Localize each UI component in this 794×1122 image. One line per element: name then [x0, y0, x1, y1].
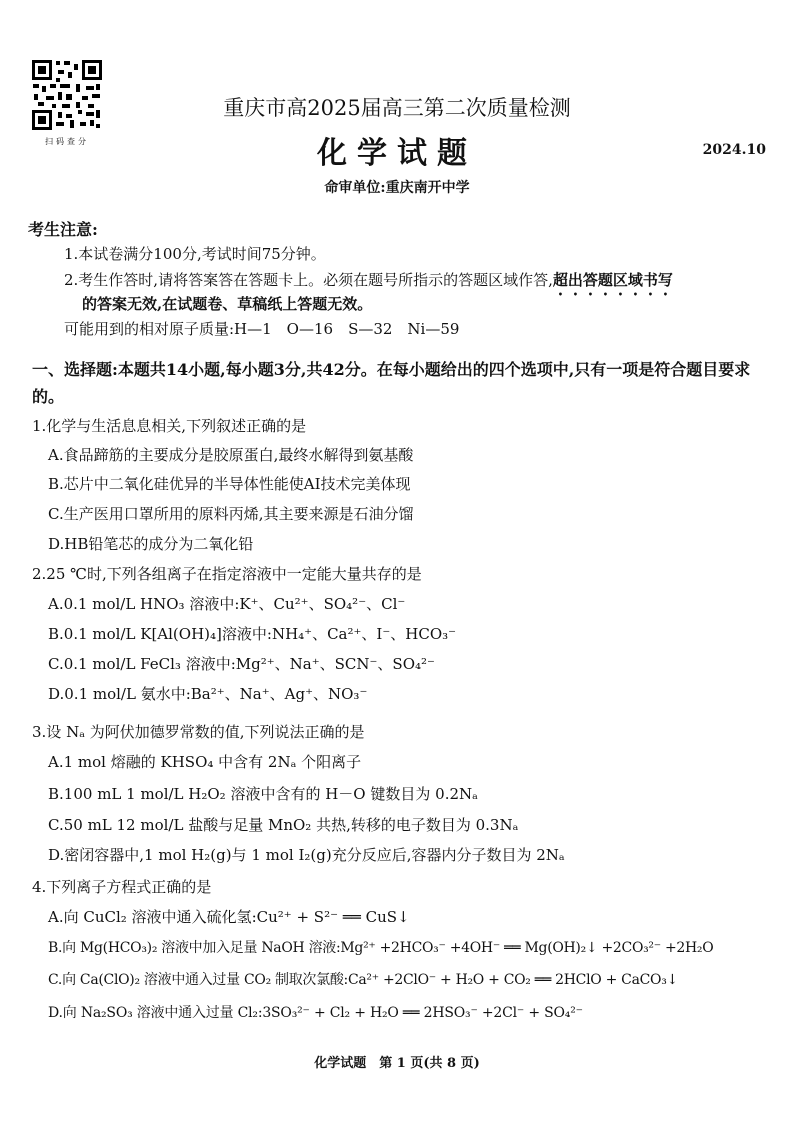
- notice-item-1: 1.本试卷满分100分,考试时间75分钟。: [64, 245, 326, 263]
- section-title: 一、选择题:本题共14小题,每小题3分,共42分。在每小题给出的四个选项中,只有一项是符合题目要求的。: [32, 360, 751, 406]
- question-3-stem: 3.设 Nₐ 为阿伏加德罗常数的值,下列说法正确的是: [32, 723, 365, 741]
- question-2-option-a: A.0.1 mol/L HNO₃ 溶液中:K⁺、Cu²⁺、SO₄²⁻、Cl⁻: [48, 595, 406, 613]
- question-1-option-d: D.HB铅笔芯的成分为二氧化铅: [48, 535, 254, 553]
- question-4-stem: 4.下列离子方程式正确的是: [32, 878, 212, 896]
- question-2-option-b: B.0.1 mol/L K[Al(OH)₄]溶液中:NH₄⁺、Ca²⁺、I⁻、HCO₃⁻: [48, 625, 457, 643]
- question-3-option-a: A.1 mol 熔融的 KHSO₄ 中含有 2Nₐ 个阳离子: [48, 753, 362, 771]
- question-4-option-a: A.向 CuCl₂ 溶液中通入硫化氢:Cu²⁺ + S²⁻ ══ CuS↓: [48, 908, 410, 926]
- question-4-option-c: C.向 Ca(ClO)₂ 溶液中通入过量 CO₂ 制取次氯酸:Ca²⁺ +2ClO⁻ + H₂O + CO₂ ══ 2HClO + CaCO₃↓: [48, 972, 678, 988]
- setting-unit: 命审单位:重庆南开中学: [324, 180, 470, 196]
- notice-heading: 考生注意:: [28, 220, 98, 239]
- question-2-stem: 2.25 ℃时,下列各组离子在指定溶液中一定能大量共存的是: [32, 565, 422, 583]
- atomic-masses: 可能用到的相对原子质量:H—1 O—16 S—32 Ni—59: [64, 320, 460, 338]
- question-1-option-a: A.食品蹄筋的主要成分是胶原蛋白,最终水解得到氨基酸: [48, 446, 414, 464]
- question-2-option-d: D.0.1 mol/L 氨水中:Ba²⁺、Na⁺、Ag⁺、NO₃⁻: [48, 685, 368, 703]
- subject-title: 化学试题: [317, 136, 477, 171]
- notice-item-2-text: 2.考生作答时,请将答案答在答题卡上。必须在题号所指示的答题区域作答,: [64, 271, 553, 289]
- question-3-option-b: B.100 mL 1 mol/L H₂O₂ 溶液中含有的 H－O 键数目为 0.2Nₐ: [48, 785, 478, 803]
- question-1-option-c: C.生产医用口罩所用的原料丙烯,其主要来源是石油分馏: [48, 505, 414, 523]
- question-1-option-b: B.芯片中二氧化硅优异的半导体性能使AI技术完美体现: [48, 475, 411, 493]
- notice-item-2-continued: 的答案无效,在试题卷、草稿纸上答题无效。: [82, 295, 373, 313]
- question-3-option-d: D.密闭容器中,1 mol H₂(g)与 1 mol I₂(g)充分反应后,容器内分子数目为 2Nₐ: [48, 846, 565, 864]
- question-4-option-d: D.向 Na₂SO₃ 溶液中通入过量 Cl₂:3SO₃²⁻ + Cl₂ + H₂O ══ 2HSO₃⁻ +2Cl⁻ + SO₄²⁻: [48, 1005, 583, 1021]
- exam-title: 重庆市高2025届高三第二次质量检测: [223, 96, 571, 120]
- question-2-option-c: C.0.1 mol/L FeCl₃ 溶液中:Mg²⁺、Na⁺、SCN⁻、SO₄²⁻: [48, 655, 435, 673]
- page-footer: 化学试题 第 1 页(共 8 页): [314, 1056, 480, 1071]
- question-1-stem: 1.化学与生活息息相关,下列叙述正确的是: [32, 417, 307, 435]
- question-3-option-c: C.50 mL 12 mol/L 盐酸与足量 MnO₂ 共热,转移的电子数目为 0.3Nₐ: [48, 816, 519, 834]
- exam-date: 2024.10: [702, 142, 766, 158]
- qr-caption: 扫码查分: [45, 137, 89, 146]
- question-4-option-b: B.向 Mg(HCO₃)₂ 溶液中加入足量 NaOH 溶液:Mg²⁺ +2HCO₃⁻ +4OH⁻ ══ Mg(OH)₂↓ +2CO₃²⁻ +2H₂O: [48, 940, 714, 956]
- notice-item-2-emphasis: 超出答题区域书写: [552, 271, 673, 289]
